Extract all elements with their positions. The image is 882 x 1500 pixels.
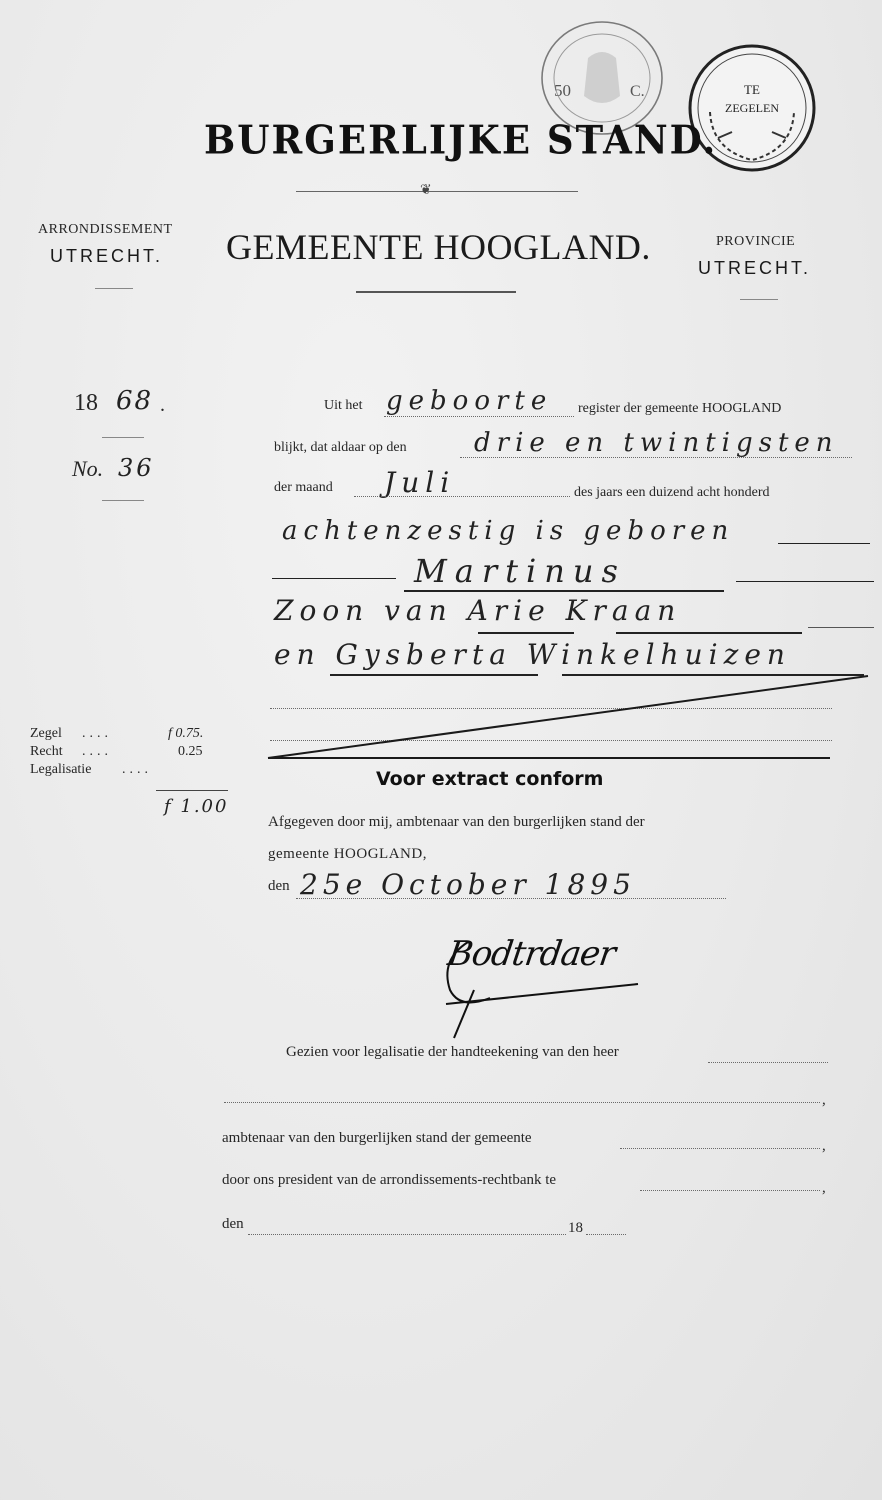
zegel-label: Zegel (30, 726, 62, 741)
official-signature: Bodtrdaer (445, 934, 618, 974)
ornament-icon: ❦ (420, 183, 432, 198)
den-label: den (268, 878, 290, 894)
line2-prefix: blijkt, dat aldaar op den (274, 440, 407, 455)
recht-value: 0.25 (178, 744, 203, 759)
arrondissement-label: ARRONDISSEMENT (38, 222, 173, 237)
line1-handwritten: geboorte (386, 386, 553, 416)
provincie-value: UTRECHT. (698, 258, 811, 278)
number-handwritten: 36 (118, 454, 155, 482)
zegel-value: f 0.75. (168, 726, 204, 741)
recht-label: Recht (30, 744, 63, 759)
line2-handwritten: drie en twintigsten (474, 428, 839, 458)
fill-line (586, 1234, 626, 1235)
line3-suffix: des jaars een duizend acht honderd (574, 485, 770, 500)
seal-text-te: TE (744, 82, 760, 97)
number-label: No. (72, 456, 104, 481)
legalisation-line3: ambtenaar van den burgerlijken stand der gemeente (222, 1130, 532, 1146)
tax-stamp-value: 50 (554, 81, 571, 100)
tax-stamp-unit: C. (630, 83, 645, 100)
line3-handwritten: Juli (384, 466, 456, 499)
total-handwritten: f 1.00 (164, 796, 229, 817)
legalisation-line1: Gezien voor legalisatie der handteekening van den heer (286, 1044, 619, 1060)
legalisatie-label: Legalisatie (30, 762, 92, 777)
seal-text-zegelen: ZEGELEN (725, 101, 779, 115)
year-dot: . (160, 394, 165, 416)
afgegeven-line1: Afgegeven door mij, ambtenaar van den burgerlijken stand der (268, 814, 645, 830)
fill-line (640, 1190, 820, 1191)
total-rule (156, 790, 228, 791)
line7-handwritten: en Gysberta Winkelhuizen (274, 638, 791, 671)
fill-line (620, 1148, 820, 1149)
fill-line (224, 1102, 820, 1103)
date-handwritten: 25e October 1895 (300, 868, 636, 901)
afgegeven-line2: gemeente HOOGLAND, (268, 846, 427, 862)
year-handwritten: 68 (116, 386, 154, 416)
legalisation-year: 18 (568, 1220, 583, 1236)
line6-handwritten: Zoon van Arie Kraan (274, 594, 682, 627)
legalisation-line4: door ons president van de arrondissements-rechtbank te (222, 1172, 557, 1188)
signature-flourish (430, 920, 650, 1040)
comma: , (822, 1092, 826, 1108)
line4-handwritten: achtenzestig is geboren (282, 516, 735, 546)
line1-prefix: Uit het (324, 398, 363, 413)
extract-heading: Voor extract conform (376, 768, 604, 790)
gemeente-title: GEMEENTE HOOGLAND. (226, 227, 651, 267)
dot-leader: .... (82, 744, 112, 759)
legalisation-den: den (222, 1216, 244, 1232)
fill-line (248, 1234, 566, 1235)
arrondissement-value: UTRECHT. (50, 246, 163, 266)
fill-line (708, 1062, 828, 1063)
dot-leader: .... (82, 726, 112, 741)
fill-line (296, 898, 726, 899)
dot-leader: .... (122, 762, 152, 777)
line1-suffix: register der gemeente HOOGLAND (578, 401, 782, 416)
year-prefix: 18 (74, 390, 98, 416)
comma: , (822, 1138, 826, 1154)
line3-prefix: der maand (274, 480, 333, 495)
document-title: BURGERLIJKE STAND. (204, 116, 718, 164)
provincie-label: PROVINCIE (716, 234, 796, 249)
child-name-handwritten: Martinus (414, 552, 626, 590)
comma: , (822, 1180, 826, 1196)
